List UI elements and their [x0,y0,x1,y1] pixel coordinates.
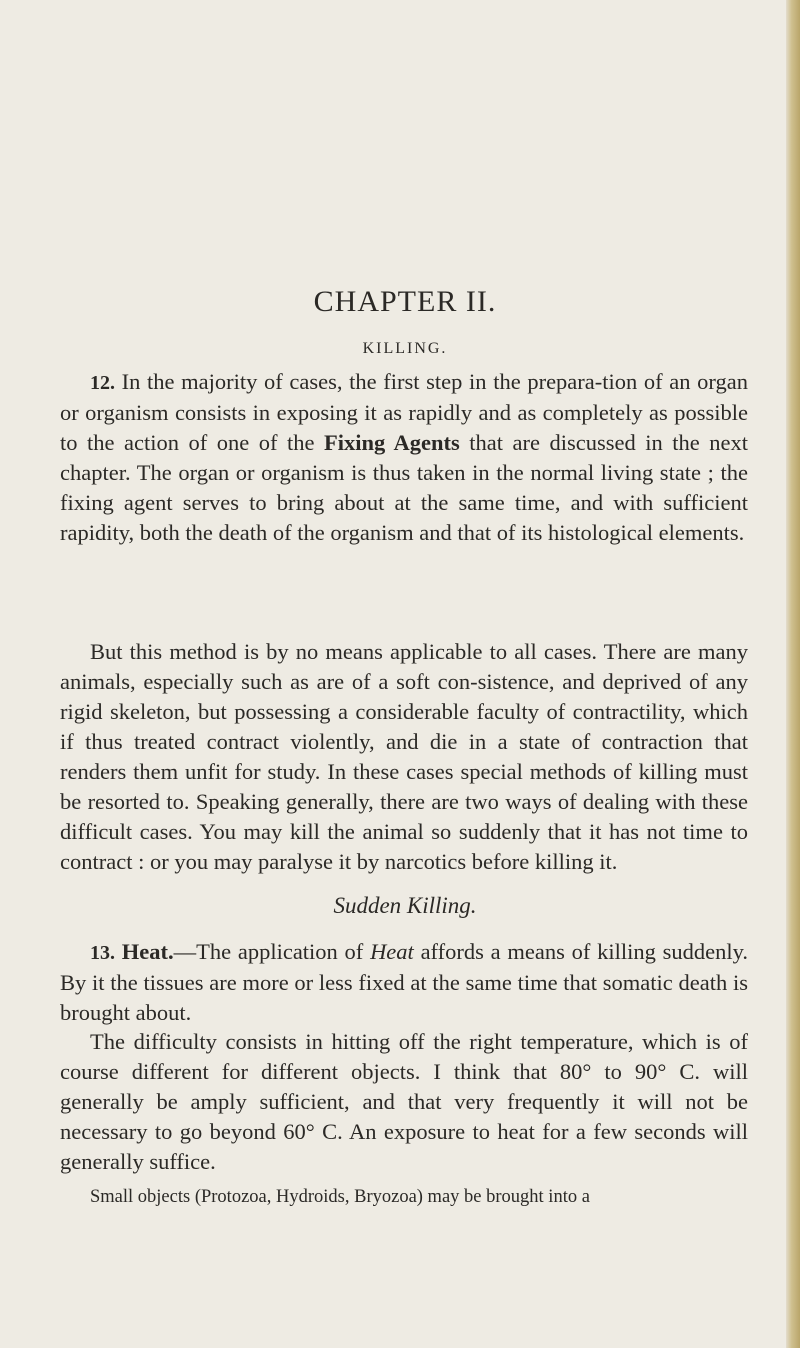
fixing-agents-term: Fixing Agents [323,430,460,455]
paragraph-13-text-a: affords a means of killing suddenly. By it the tissues are more or less fixed at the same time that somatic death is brought about. [60,939,748,1025]
chapter-subtitle: KILLING. [362,340,448,357]
paragraph-13-dash: —The application of [173,939,371,964]
paragraph-number-12: 12. [90,372,115,394]
page-edge [786,0,800,1348]
small-print-line: Small objects (Protozoa, Hydroids, Bryozoa) may be brought into a [90,1187,590,1207]
paragraph-13-continued: The difficulty consists in hitting off the right temperature, which is of course different for different objects. I think that 80° to 90° C. will generally be amply sufficient, and that very frequently it will not be necessary to go beyond 60° C. An exposure to heat for a few seconds will generally suffice. [60,1029,748,1174]
paragraph-number-13: 13. [90,942,115,964]
paragraph-13 [60,937,748,1028]
paragraph-12-continued: But this method is by no means applicable to all cases. There are many animals, especially such as are of a soft con-sistence, and deprived of any rigid skeleton, but possessing a considerable faculty of contractility, which if thus treated contract violently, and die in a state of contraction that renders them unfit for study. In these cases special methods of killing must be resorted to. Speaking generally, there are two ways of dealing with these difficult cases. You may kill the animal so suddenly that it has not time to contract : or you may paralyse it by narcotics before killing it. [60,639,748,874]
section-heading-sudden-killing: Sudden Killing. [333,893,477,918]
chapter-title: CHAPTER II. [313,285,497,318]
heat-term: Heat. [121,939,174,964]
heat-italic-term: Heat [370,939,414,964]
paragraph-12-text-a: the majority of cases, the first step in the prepara-tion of an organ or organism consists in exposing it as rapidly and as completely as possible to the action of one of the [60,369,748,455]
paragraph-12-text-b: that are discussed in the next chapter. The organ or organism is thus taken in the normal living state ; the fixing agent serves to bring about at the same time, and with sufficient rapidity, both the death of the organism and that of its histological elements. [60,430,748,545]
paragraph-12-lead: In [121,369,141,394]
paragraph-12 [60,367,748,548]
